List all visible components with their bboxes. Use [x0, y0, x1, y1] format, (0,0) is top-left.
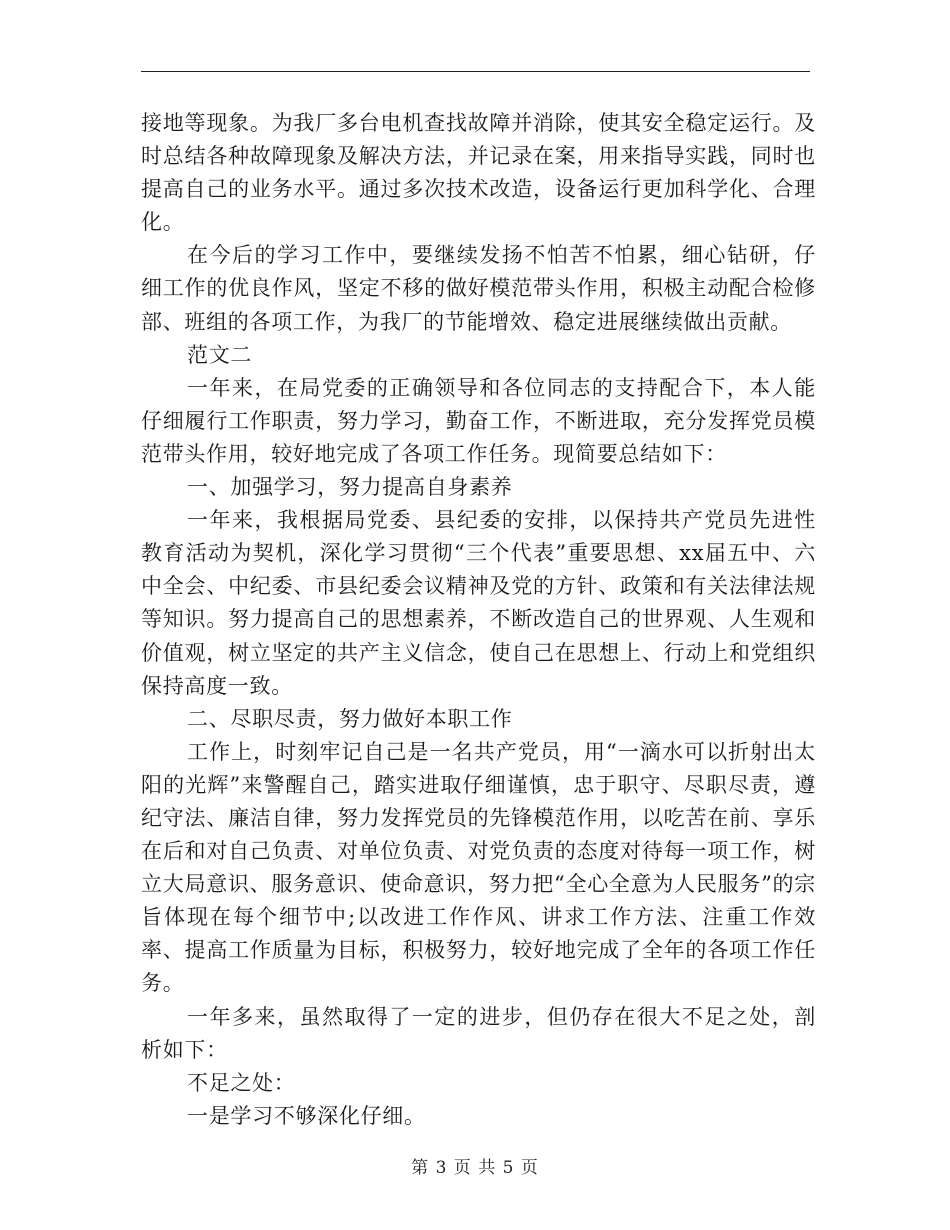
paragraph-3: 一年来，在局党委的正确领导和各位同志的支持配合下，本人能仔细履行工作职责，努力学习，勤奋工作，不断进取，充分发挥党员模范带头作用，较好地完成了各项工作任务。现简要总结如下： — [141, 375, 816, 466]
page-footer: 第 3 页 共 5 页 — [411, 1158, 539, 1178]
paragraph-1: 接地等现象。为我厂多台电机查找故障并消除，使其安全稳定运行。及时总结各种故障现象及解决方法，并记录在案，用来指导实践，同时也提高自己的业务水平。通过多次技术改造，设备运行更加科学化、合理化。 — [141, 111, 816, 235]
paragraph-6: 一年多来，虽然取得了一定的进步，但仍存在很大不足之处，剖析如下： — [141, 1004, 816, 1062]
paragraph-2: 在今后的学习工作中，要继续发扬不怕苦不怕累，细心钻研，仔细工作的优良作风，坚定不移的做好模范带头作用，积极主动配合检修部、班组的各项工作，为我厂的节能增效、稳定进展继续做出贡献。 — [141, 243, 816, 334]
header-rule — [141, 71, 810, 72]
shortcoming-item-1: 一是学习不够深化仔细。 — [187, 1103, 426, 1128]
document-body — [141, 107, 816, 1133]
heading-1: 一、加强学习，努力提高自身素养 — [187, 475, 513, 500]
section-title-fanwen-2: 范文二 — [187, 342, 253, 367]
paragraph-4: 一年来，我根据局党委、县纪委的安排，以保持共产党员先进性教育活动为契机，深化学习贯彻“三个代表”重要思想、xx届五中、六中全会、中纪委、市县纪委会议精神及党的方针、政策和有关法律法规等知识。努力提高自己的思想素养，不断改造自己的世界观、人生观和价值观，树立坚定的共产主义信念，使自己在思想上、行动上和党组织保持高度一致。 — [141, 508, 816, 698]
heading-2: 二、尽职尽责，努力做好本职工作 — [187, 706, 513, 731]
shortcomings-label: 不足之处： — [187, 1070, 296, 1095]
paragraph-5: 工作上，时刻牢记自己是一名共产党员，用“一滴水可以折射出太阳的光辉”来警醒自己，踏实进取仔细谨慎，忠于职守、尽职尽责，遵纪守法、廉洁自律，努力发挥党员的先锋模范作用，以吃苦在前、享乐在后和对自己负责、对单位负责、对党负责的态度对待每一项工作，树立大局意识、服务意识、使命意识，努力把“全心全意为人民服务”的宗旨体现在每个细节中;以改进工作作风、讲求工作方法、注重工作效率、提高工作质量为目标，积极努力，较好地完成了全年的各项工作任务。 — [141, 739, 816, 996]
